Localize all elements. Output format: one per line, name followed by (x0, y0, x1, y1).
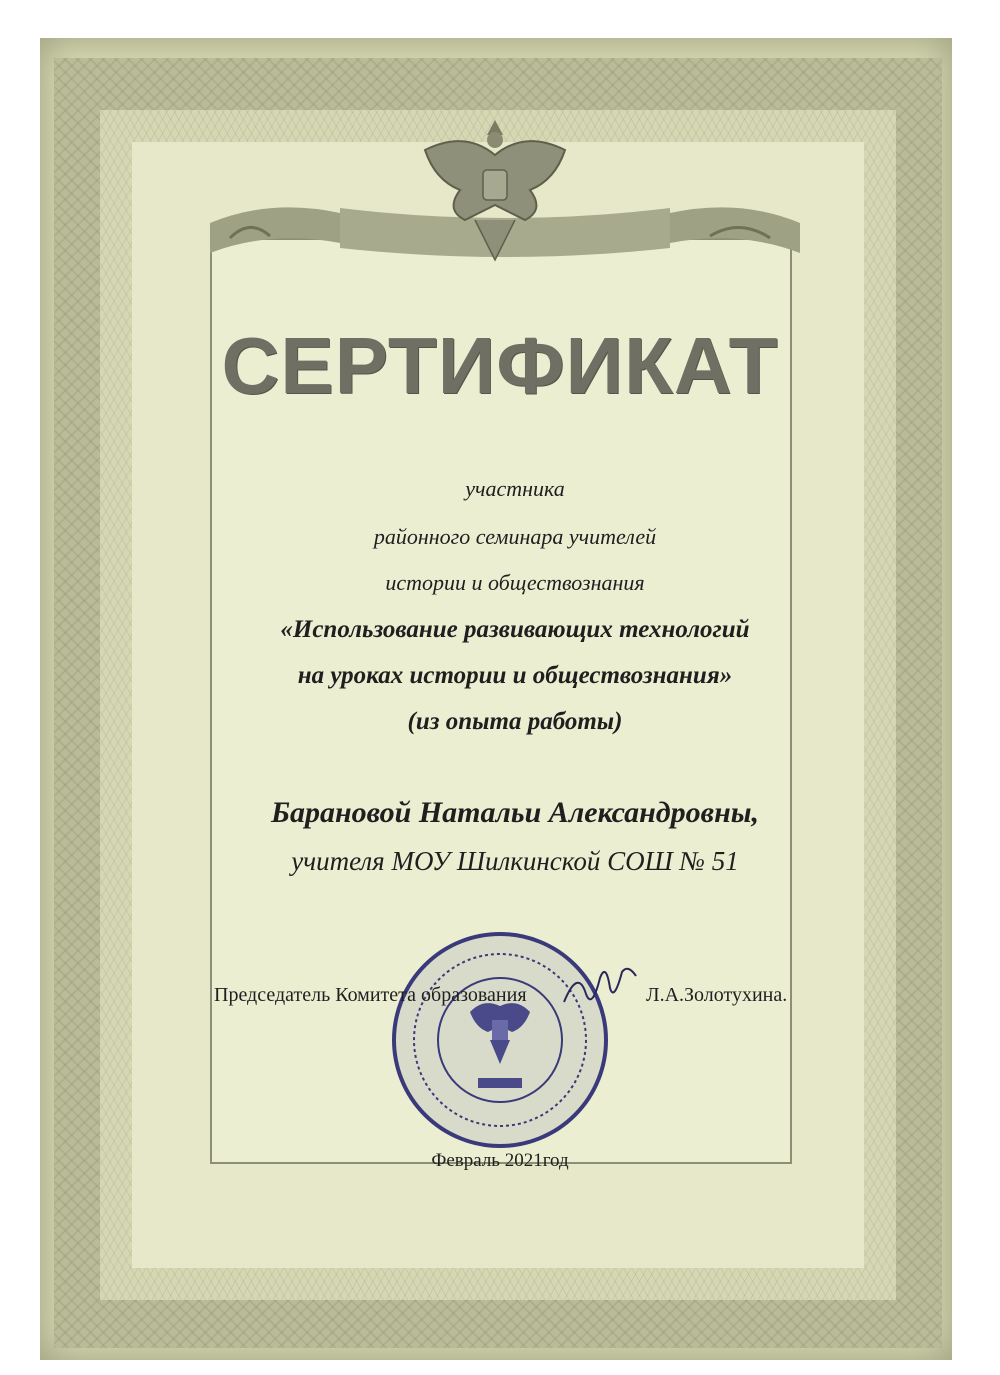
topic-line-2: на уроках истории и обществознания» (297, 662, 733, 689)
signee-name: Л.А.Золотухина. (646, 984, 788, 1006)
topic-line-3: (из опыта работы) (407, 708, 623, 735)
double-headed-eagle-emblem-icon (405, 100, 585, 270)
seminar-line: районного семинара учителей (373, 524, 657, 549)
certificate-title: СЕРТИФИКАТ (221, 321, 779, 410)
issue-date: Февраль 2021год (431, 1150, 569, 1171)
participant-label: участника (465, 476, 565, 501)
recipient-name: Барановой Натальи Александровны, (270, 796, 760, 829)
subject-line: истории и обществознания (385, 570, 645, 595)
recipient-position: учителя МОУ Шилкинской СОШ № 51 (291, 846, 739, 876)
chair-label: Председатель Комитета образования (214, 984, 527, 1006)
topic-line-1: «Использование развивающих технологий (280, 616, 750, 643)
signature-icon (560, 958, 640, 1014)
